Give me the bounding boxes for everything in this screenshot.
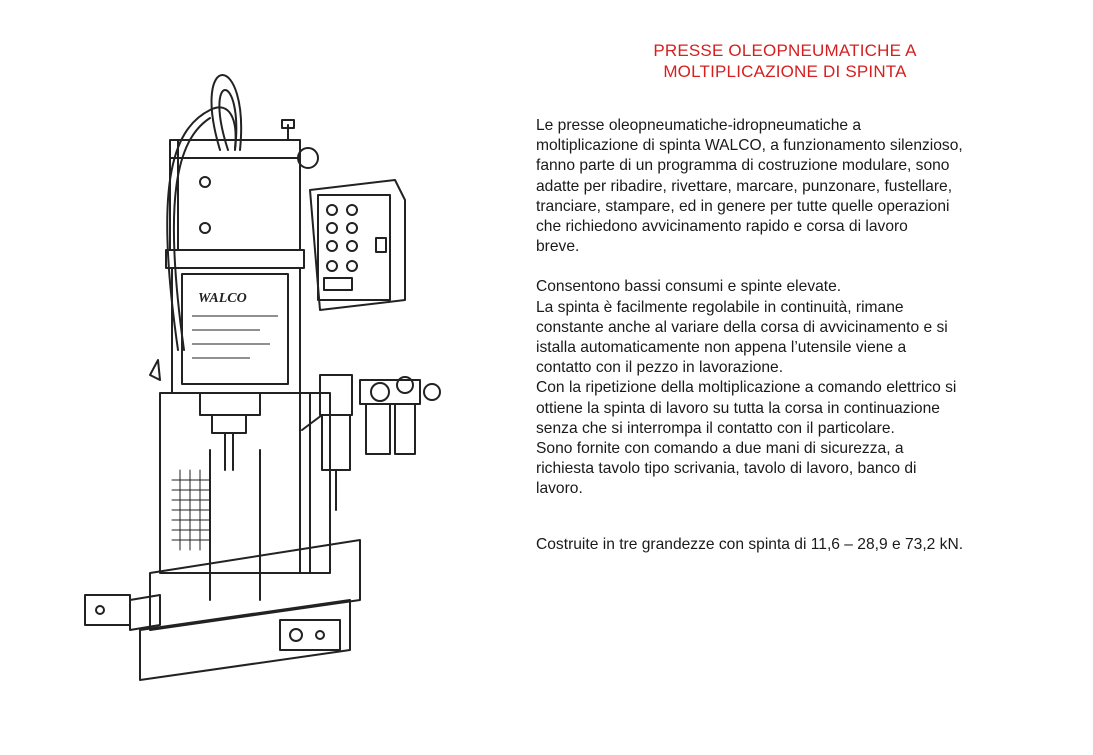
intro-line: breve. — [536, 238, 580, 256]
details-line: La spinta è facilmente regolabile in continuità, rimane — [536, 298, 904, 316]
details-line: contatto con il pezzo in lavorazione. — [536, 359, 784, 377]
details-line: constante anche al variare della corsa di avvicinamento e si — [536, 318, 948, 336]
details-line: Consentono bassi consumi e spinte elevate. — [536, 278, 842, 296]
intro-line: moltiplicazione di spinta WALCO, a funzionamento silenzioso, — [536, 137, 963, 155]
paragraph-gap — [536, 257, 1076, 277]
title-line-2: MOLTIPLICAZIONE DI SPINTA — [663, 62, 907, 81]
details-line: istalla automaticamente non appena l’utensile viene a — [536, 339, 907, 357]
intro-line: tranciare, stampare, ed in genere per tutte quelle operazioni — [536, 197, 950, 215]
details-line: Sono fornite con comando a due mani di sicurezza, a — [536, 440, 904, 458]
page-title — [560, 40, 1010, 82]
details-line: richiesta tavolo tipo scrivania, tavolo di lavoro, banco di — [536, 460, 917, 478]
details-line: senza che si interrompa il contatto con il particolare. — [536, 419, 895, 437]
details-line: Con la ripetizione della moltiplicazione a comando elettrico si — [536, 379, 957, 397]
sizes-statement: Costruite in tre grandezze con spinta di 11,6 – 28,9 e 73,2 kN. — [536, 536, 964, 553]
intro-line: fanno parte di un programma di costruzione modulare, sono — [536, 157, 950, 175]
description-text — [536, 116, 1076, 500]
intro-line: che richiedono avvicinamento rapido e corsa di lavoro — [536, 218, 908, 236]
press-machine-illustration — [60, 70, 500, 690]
intro-line: adatte per ribadire, rivettare, marcare, punzonare, fustellare, — [536, 177, 953, 195]
title-line-1: PRESSE OLEOPNEUMATICHE A — [653, 41, 917, 60]
details-line: lavoro. — [536, 480, 583, 498]
intro-line: Le presse oleopneumatiche-idropneumatiche a — [536, 117, 862, 134]
details-line: ottiene la spinta di lavoro su tutta la corsa in continuazione — [536, 399, 940, 417]
brand-plate-label: WALCO — [198, 291, 247, 306]
